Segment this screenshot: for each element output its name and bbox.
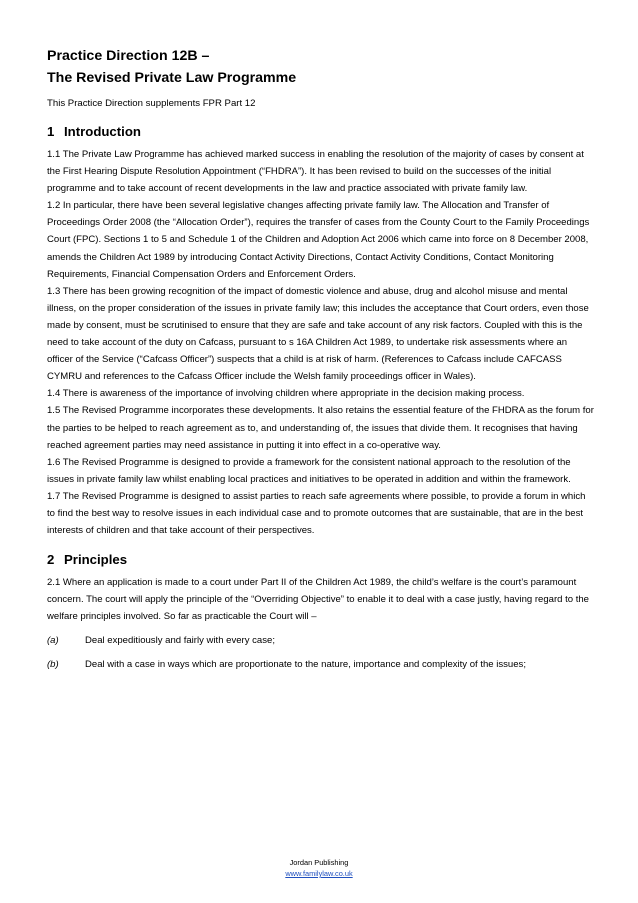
document-subtitle: This Practice Direction supplements FPR Part 12 (47, 98, 256, 109)
section-title: Introduction (64, 124, 141, 139)
section-title: Principles (64, 552, 128, 568)
page-footer (0, 857, 638, 879)
list-item-b (47, 656, 595, 673)
paragraph-2-1: 2.1 Where an application is made to a court under Part II of the Children Act 1989, the child’s welfare is the court’s paramount concern. The court will apply the principle of the “Overriding Objective” to enable it to deal with a case justly, having regard to the welfare principles involved. So far as practicable the Court will – (47, 577, 589, 623)
list-marker: (a) (47, 635, 59, 647)
paragraph-1-2: 1.2 In particular, there have been several legislative changes affecting private family law. The Allocation and Transfer of Proceedings Order 2008 (the “Allocation Order”), requires the transfer of cases from the County Court to the Family Proceedings Court (FPC). Sections 1 to 5 and Schedule 1 of the Children and Adoption Act 2006 which came into force on 8 December 2008, amends the Children Act 1989 by introducing Contact Activity Directions, Contact Activity Conditions, Contact Monitoring Requirements, Financial Compensation Orders and Enforcement Orders. (47, 200, 590, 280)
paragraph-1-3: 1.3 There has been growing recognition of the impact of domestic violence and abuse, drug and alcohol misuse and mental illness, on the proper consideration of the issues in private family law; this includes the acceptance that Court orders, even those made by consent, must be scrutinised to ensure that they are safe and take account of any risk factors. Coupled with this is the need to take account of the duty on Cafcass, pursuant to s 16A Children Act 1989, to undertake risk assessments where an officer of the Service (“Cafcass Officer”) suspects that a child is at risk of harm. (References to Cafcass include CAFCASS CYMRU and references to the Cafcass Officer include the Welsh family proceedings officer in Wales). (47, 285, 589, 383)
title-line-2: The Revised Private Law Programme (47, 70, 297, 86)
section-number: 1 (47, 124, 55, 139)
list-text: Deal expeditiously and fairly with every case; (85, 635, 275, 647)
document-title (47, 45, 595, 89)
footer-link[interactable]: www.familylaw.co.uk (285, 869, 353, 878)
title-line-1: Practice Direction 12B – (47, 48, 210, 64)
paragraph-1-4: 1.4 There is awareness of the importance of involving children where appropriate in the decision making process. (47, 388, 525, 400)
section-heading-principles (47, 551, 595, 569)
paragraph-1-1: 1.1 The Private Law Programme has achieved marked success in enabling the resolution of the majority of cases by consent at the First Hearing Dispute Resolution Appointment (“FHDRA”). It has been revised to build on the successes of the initial programme and to take account of recent developments in the law and practice associated with private family law. (47, 149, 584, 195)
paragraph-1-7: 1.7 The Revised Programme is designed to assist parties to reach safe agreements where possible, to provide a forum in which to find the best way to resolve issues in each individual case and to promote outcomes that are sustainable, that are in the best interests of children and that take account of their perspectives. (47, 490, 586, 537)
list-marker: (b) (47, 659, 59, 671)
paragraph-1-6: 1.6 The Revised Programme is designed to provide a framework for the consistent national approach to the resolution of the issues in private family law whilst enabling local practices and initiatives to be operated in addition and within the framework. (47, 456, 571, 485)
paragraph-1-5: 1.5 The Revised Programme incorporates these developments. It also retains the essential feature of the FHDRA as the forum for the parties to be helped to reach agreement as to, and understanding of, the issues that divide them. It recognises that having reached agreement parties may need assistance in putting it into effect in a co-operative way. (47, 405, 594, 451)
footer-publisher: Jordan Publishing (289, 858, 349, 867)
section-number: 2 (47, 552, 55, 568)
section-heading-introduction (47, 123, 595, 141)
list-text: Deal with a case in ways which are proportionate to the nature, importance and complexity of the issues; (85, 659, 526, 671)
list-item-a (47, 632, 595, 649)
document-body (47, 45, 595, 673)
